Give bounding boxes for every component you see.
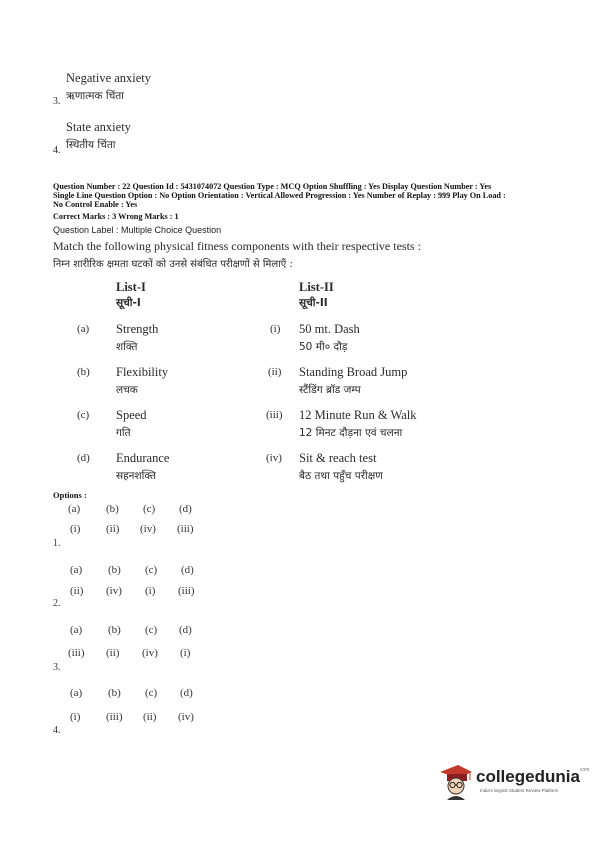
logo-name: collegedunia xyxy=(476,767,580,786)
question-meta-line-3: No Control Enable : Yes xyxy=(53,200,138,209)
prev-option-3-number: 3. xyxy=(53,96,61,107)
option-header-b: (b) xyxy=(108,624,121,636)
list-1-label: (d) xyxy=(77,452,90,464)
list-1-item-hi: शक्ति xyxy=(116,341,138,353)
list-1-label: (b) xyxy=(77,366,90,378)
list-2-label: (i) xyxy=(270,323,281,335)
option-value-b: (ii) xyxy=(106,523,120,535)
option-value-b: (ii) xyxy=(106,647,120,659)
prev-option-3-hi: ऋणात्मक चिंता xyxy=(66,90,124,102)
list-1-item-hi: गति xyxy=(116,427,131,439)
logo-tagline: India's largest Student Review Platform xyxy=(480,788,559,793)
list-2-item-hi: स्टैंडिंग ब्रॉड जम्प xyxy=(299,384,361,396)
option-header-c: (c) xyxy=(145,687,158,699)
option-header-d: (d) xyxy=(179,624,192,636)
list-2-item-en: 50 mt. Dash xyxy=(299,322,360,336)
option-value-c: (iv) xyxy=(140,523,156,535)
option-value-d: (iii) xyxy=(177,523,194,535)
option-value-a: (iii) xyxy=(68,647,85,659)
list-2-label: (iii) xyxy=(266,409,283,421)
prev-option-4-number: 4. xyxy=(53,145,61,156)
graduate-cap-logo-icon xyxy=(438,762,474,800)
option-header-c: (c) xyxy=(143,503,156,515)
option-header-a: (a) xyxy=(70,564,83,576)
list-1-item-en: Speed xyxy=(116,408,147,422)
option-number: 1. xyxy=(53,538,61,549)
option-value-a: (i) xyxy=(70,711,81,723)
option-header-b: (b) xyxy=(108,564,121,576)
option-header-b: (b) xyxy=(108,687,121,699)
prev-option-4-hi: स्थितीय चिंता xyxy=(66,139,116,151)
list-1-label: (a) xyxy=(77,323,90,335)
list-2-title-hi: सूची-II xyxy=(299,297,328,309)
list-2-item-hi: बैठ तथा पहुँच परीक्षण xyxy=(299,470,383,482)
question-label: Question Label : Multiple Choice Question xyxy=(53,225,222,235)
list-2-item-hi: 50 मी० दौड़ xyxy=(299,341,348,353)
prev-option-3-en: Negative anxiety xyxy=(66,71,152,85)
list-1-item-hi: सहनशक्ति xyxy=(116,470,156,482)
list-2-label: (iv) xyxy=(266,452,282,464)
option-value-a: (i) xyxy=(70,523,81,535)
option-number: 4. xyxy=(53,725,61,736)
option-header-d: (d) xyxy=(179,503,192,515)
list-1-item-hi: लचक xyxy=(116,384,138,396)
list-1-title-en: List-I xyxy=(116,280,146,294)
question-text-hi: निम्न शारीरिक क्षमता घटकों को उनसे संबंधित परीक्षणों से मिलाएँ : xyxy=(53,259,293,270)
question-marks: Correct Marks : 3 Wrong Marks : 1 xyxy=(53,212,179,221)
option-number: 2. xyxy=(53,598,61,609)
question-meta-line-1: Question Number : 22 Question Id : 5431074072 Question Type : MCQ Option Shuffling : Yes Display Question Number : Yes xyxy=(53,182,492,191)
list-2-item-hi: 12 मिनट दौड़ना एवं चलना xyxy=(299,427,403,439)
list-2-label: (ii) xyxy=(268,366,282,378)
prev-option-4-en: State anxiety xyxy=(66,120,131,134)
option-value-b: (iv) xyxy=(106,585,122,597)
option-value-c: (iv) xyxy=(142,647,158,659)
list-2-title-en: List-II xyxy=(299,280,334,294)
option-header-a: (a) xyxy=(70,624,83,636)
option-value-c: (ii) xyxy=(143,711,157,723)
list-2-item-en: Standing Broad Jump xyxy=(299,365,408,379)
option-value-a: (ii) xyxy=(70,585,84,597)
option-header-a: (a) xyxy=(70,687,83,699)
list-1-label: (c) xyxy=(77,409,90,421)
question-text-en: Match the following physical fitness components with their respective tests : xyxy=(53,239,421,253)
option-value-d: (i) xyxy=(180,647,191,659)
list-1-item-en: Strength xyxy=(116,322,159,336)
logo-suffix: com xyxy=(579,767,590,773)
option-header-b: (b) xyxy=(106,503,119,515)
option-header-d: (d) xyxy=(180,687,193,699)
option-value-d: (iii) xyxy=(178,585,195,597)
option-header-c: (c) xyxy=(145,564,158,576)
option-header-d: (d) xyxy=(181,564,194,576)
option-header-c: (c) xyxy=(145,624,158,636)
option-value-d: (iv) xyxy=(178,711,194,723)
question-meta-line-2: Single Line Question Option : No Option Orientation : Vertical Allowed Progression : Yes Number of Replay : 999 Play On Load : xyxy=(53,191,506,200)
list-2-item-en: 12 Minute Run & Walk xyxy=(299,408,417,422)
collegedunia-logo xyxy=(438,762,590,802)
option-header-a: (a) xyxy=(68,503,81,515)
option-value-c: (i) xyxy=(145,585,156,597)
list-2-item-en: Sit & reach test xyxy=(299,451,377,465)
list-1-item-en: Flexibility xyxy=(116,365,169,379)
list-1-title-hi: सूची-I xyxy=(116,297,141,309)
option-value-b: (iii) xyxy=(106,711,123,723)
list-1-item-en: Endurance xyxy=(116,451,170,465)
option-number: 3. xyxy=(53,662,61,673)
options-heading: Options : xyxy=(53,490,87,500)
